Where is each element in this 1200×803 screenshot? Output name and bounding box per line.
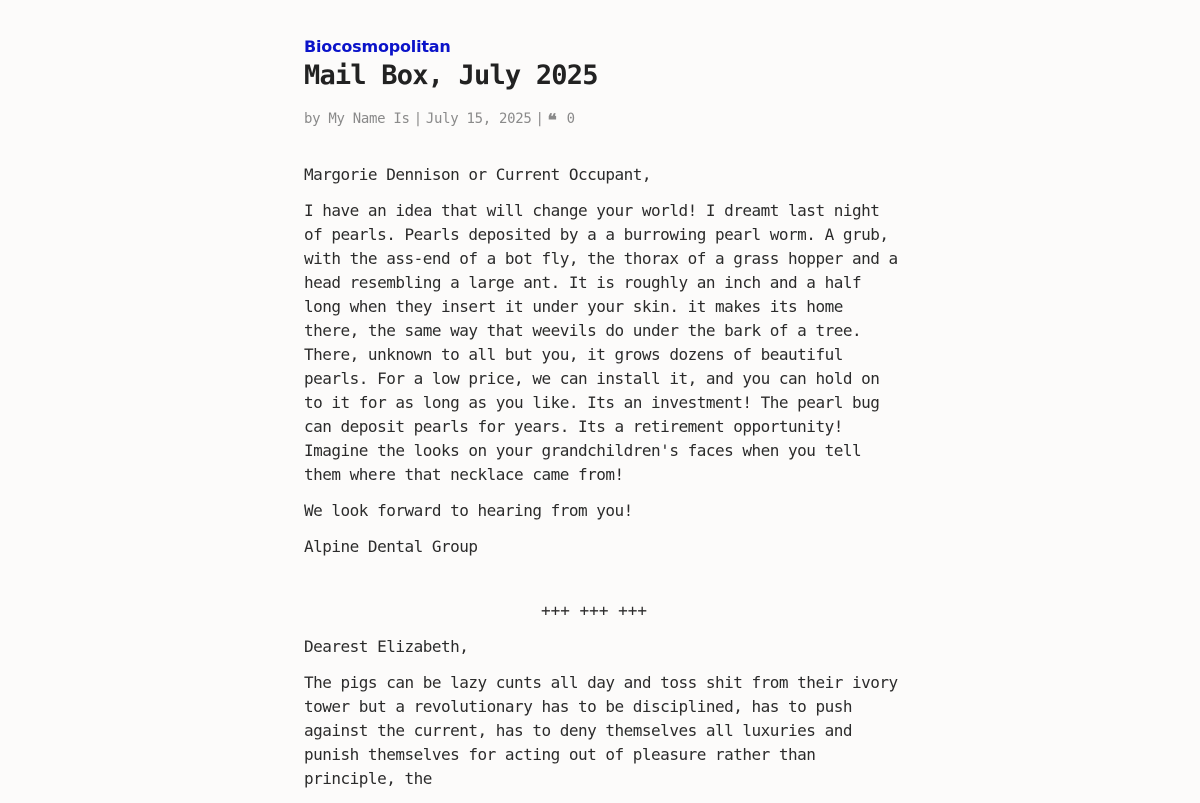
letter-salutation: Dearest Elizabeth, [304, 637, 469, 656]
letter-body: The pigs can be lazy cunts all day and toss shit from their ivory tower but a revolutionary has to be disciplined, has to push against the current, has to deny themselves all luxuries and punish themselves for acting out of pleasure rather than principle, the [304, 673, 898, 788]
post-content [304, 163, 904, 803]
letter-salutation: Margorie Dennison or Current Occupant, [304, 165, 652, 184]
post-date[interactable]: July 15, 2025 [425, 111, 532, 127]
section-divider: +++ +++ +++ [541, 601, 647, 620]
meta-separator: | [535, 111, 544, 127]
author-link[interactable]: by My Name Is [304, 111, 410, 127]
quote-icon: ❝ [547, 111, 557, 131]
comment-count: 0 [566, 111, 575, 127]
meta-separator: | [413, 111, 422, 127]
letter-signature: Alpine Dental Group [304, 537, 478, 556]
post-meta [304, 111, 575, 131]
comments-link[interactable] [547, 111, 575, 131]
letter-body: I have an idea that will change your world! I dreamt last night of pearls. Pearls deposited by a a burrowing pearl worm. A grub, with the ass-end of a bot fly, the thorax of a grass hopper and a head resembling a large ant. It is roughly an inch and a half long when they insert it under your skin. it makes its home there, the same way that weevils do under the bark of a tree. There, unknown to all but you, it grows dozens of beautiful pearls. For a low price, we can install it, and you can hold on to it for as long as you like. Its an investment! The pearl bug can deposit pearls for years. Its a retirement opportunity! Imagine the looks on your grandchildren's faces when you tell them where that necklace came from! [304, 201, 898, 484]
blog-name-link[interactable]: Biocosmopolitan [304, 37, 451, 56]
post-title: Mail Box, July 2025 [304, 60, 598, 91]
letter-closing: We look forward to hearing from you! [304, 501, 633, 520]
